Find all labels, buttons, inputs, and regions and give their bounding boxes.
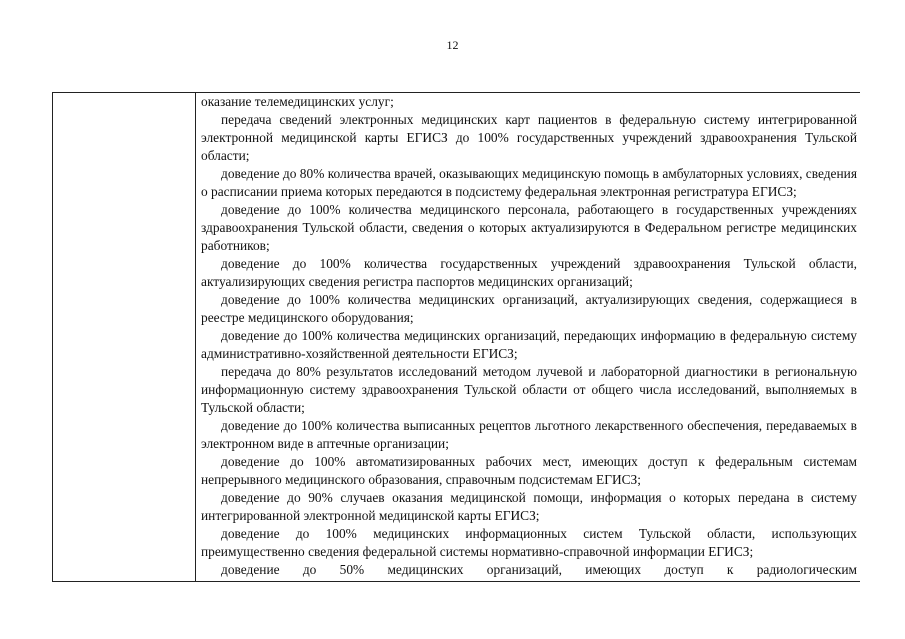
table-left-cell [53,93,196,581]
paragraph: передача до 80% результатов исследований методом лучевой и лабораторной диагностики в региональную информационную систему здравоохранения Тульской области от общего числа исследований, выполняемых в Тульской области; [201,364,857,415]
page-number: 12 [446,38,459,52]
paragraph: доведение до 100% количества медицинских организаций, передающих информацию в федеральную систему административно-хозяйственной деятельности ЕГИСЗ; [201,328,857,361]
paragraph: доведение до 80% количества врачей, оказывающих медицинскую помощь в амбулаторных условиях, сведения о расписании приема которых передаются в подсистему федеральная электронная регистратура ЕГИСЗ; [201,166,857,199]
paragraph: доведение до 100% количества медицинских организаций, актуализирующих сведения, содержащиеся в реестре медицинского оборудования; [201,292,857,325]
table-content-cell [201,93,857,579]
document-table [52,92,860,582]
paragraph: доведение до 100% количества медицинского персонала, работающего в государственных учреждениях здравоохранения Тульской области, сведения о которых актуализируются в Федеральном регистре медицинских работников; [201,202,857,253]
paragraph: доведение до 90% случаев оказания медицинской помощи, информация о которых передана в систему интегрированной электронной медицинской карты ЕГИСЗ; [201,490,857,523]
paragraph: доведение до 50% медицинских организаций, имеющих доступ к радиологическим [221,562,857,577]
paragraph: доведение до 100% медицинских информационных систем Тульской области, использующих преимущественно сведения федеральной системы нормативно-справочной информации ЕГИСЗ; [201,526,857,559]
paragraph: доведение до 100% количества государственных учреждений здравоохранения Тульской области, актуализирующих сведения регистра паспортов медицинских организаций; [201,256,857,289]
paragraph: доведение до 100% автоматизированных рабочих мест, имеющих доступ к федеральным системам непрерывного медицинского образования, справочным подсистемам ЕГИСЗ; [201,454,857,487]
paragraph: оказание телемедицинских услуг; [201,94,394,109]
paragraph: доведение до 100% количества выписанных рецептов льготного лекарственного обеспечения, передаваемых в электронном виде в аптечные организации; [201,418,857,451]
paragraph: передача сведений электронных медицинских карт пациентов в федеральную систему интегрированной электронной медицинской карты ЕГИСЗ до 100% государственных учреждений здравоохранения Тульской области; [201,112,857,163]
